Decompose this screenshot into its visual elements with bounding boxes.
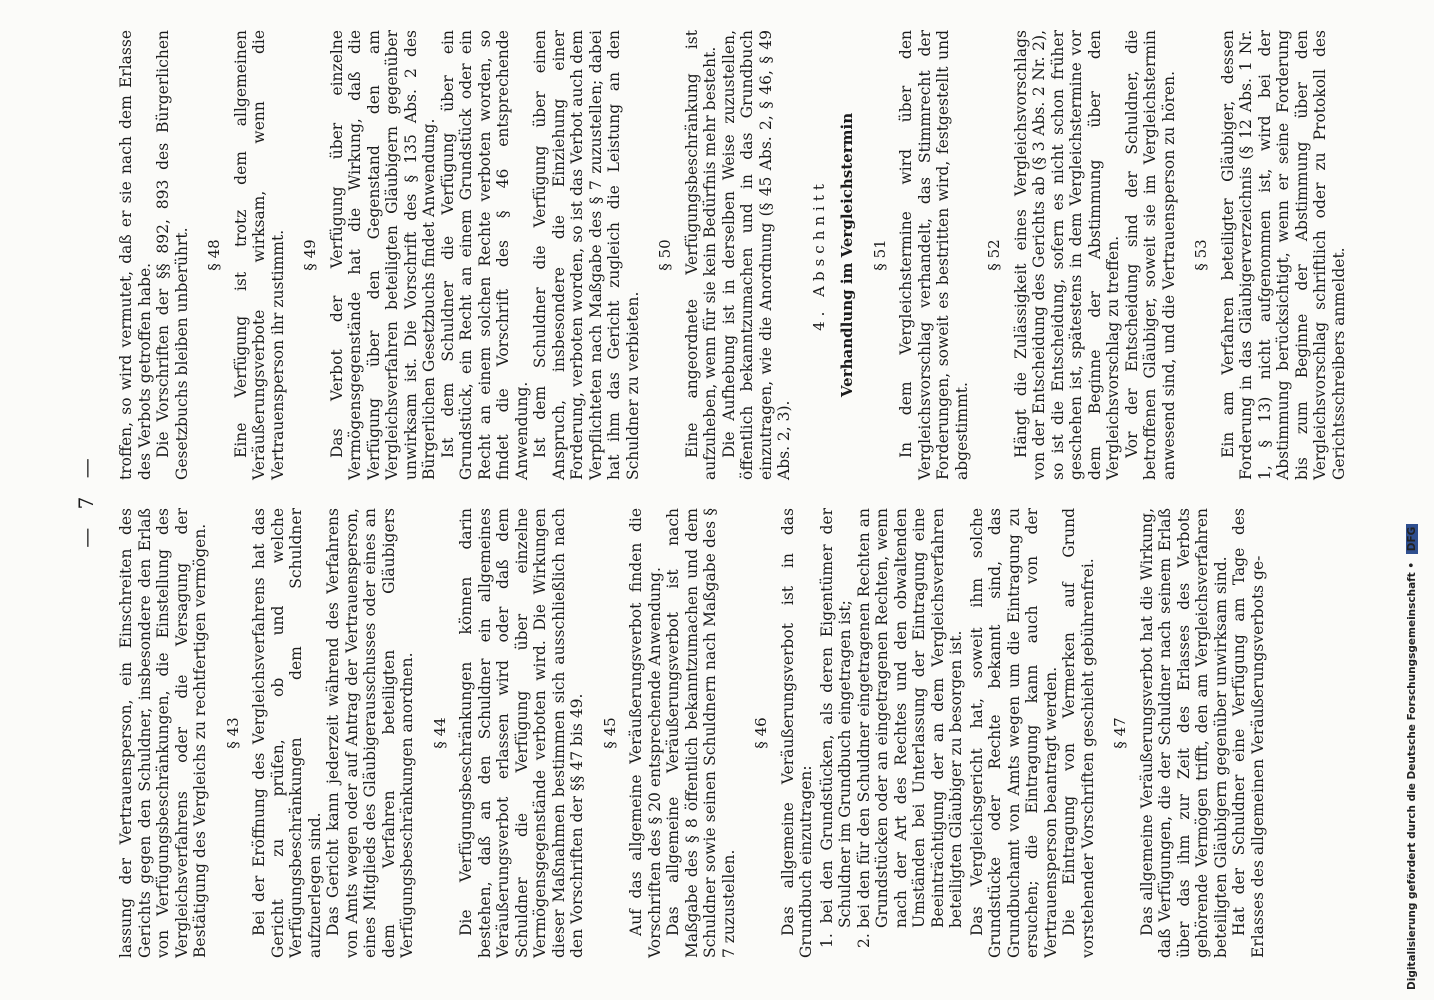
paragraph: Das allgemeine Veräußerungsverbot hat die Wirkung, daß Verfügungen, die der Schuldner nach seinem Erlaß über das ihm zur Zeit des Erlasses des Verbots gehörende Vermögen trifft, den am Vergleichsverfahren beteiligten Gläubigern gegenüber unwirksam sind. <box>1137 508 1230 958</box>
paragraph: Eine angeordnete Verfügungsbeschränkung ist aufzuheben, wenn für sie kein Bedürfnis mehr besteht. <box>682 30 719 480</box>
paragraph: Auf das allgemeine Veräußerungsverbot finden die Vorschriften des § 20 entsprechende Anwendung. <box>627 508 664 958</box>
left-column <box>117 508 1267 958</box>
list-item: 1. bei den Grundstücken, als deren Eigentümer der Schuldner im Grundbuch eingetragen ist; <box>817 508 854 948</box>
section-heading: § 49 <box>301 239 319 271</box>
section-heading: § 48 <box>205 239 223 271</box>
paragraph: Das allgemeine Veräußerungsverbot ist in das Grundbuch einzutragen: <box>778 508 815 958</box>
paragraph: Bei der Eröffnung des Vergleichsverfahrens hat das Gericht zu prüfen, ob und welche Verfügungsbeschränkungen dem Schuldner aufzuerlegen sind. <box>250 508 324 958</box>
section-heading: § 50 <box>656 239 674 271</box>
section-heading: § 53 <box>1192 239 1210 271</box>
section-heading: § 47 <box>1111 717 1129 749</box>
paragraph: Ist dem Schuldner die Verfügung über einen Anspruch, insbesondere die Einziehung einer Forderung, verboten worden, so ist das Verbot auch dem Verpflichteten nach Maßgabe des § 7 zuzustellen; dabei hat ihm das Gericht zugleich die Leistung an den Schuldner zu verbieten. <box>531 30 642 480</box>
dfg-logo: DFG <box>1406 524 1418 555</box>
section-heading: § 52 <box>985 239 1003 271</box>
section-heading: § 45 <box>600 717 619 749</box>
paragraph: lassung der Vertrauensperson, ein Einschreiten des Gerichts gegen den Schuldner, insbesondere den Erlaß von Verfügungsbeschränkungen, die Einstellung des Vergleichsverfahrens oder die Versagung der Bestätigung des Vergleichs zu rechtfertigen vermögen. <box>117 508 209 958</box>
paragraph: troffen, so wird vermutet, daß er sie nach dem Erlasse des Verbots getroffen habe. <box>117 30 154 480</box>
paragraph: Eine Verfügung ist trotz dem allgemeinen Veräußerungsverbote wirksam, wenn die Vertrauensperson ihr zustimmt. <box>231 30 287 480</box>
paragraph: In dem Vergleichstermine wird über den Vergleichsvorschlag verhandelt, das Stimmrecht der Forderungen, soweit es bestritten wird, festgestellt und abgestimmt. <box>897 30 971 480</box>
list-item: 2. bei den für den Schuldner eingetragenen Rechten an Grundstücken oder an eingetragenen Rechten, wenn nach der Art des Rechtes und den obwaltenden Umständen bei Unterlassung der Eintragung eine Beeinträchtigung der an dem Vergleichsverfahren beteiligten Gläubiger zu besorgen ist. <box>854 508 965 948</box>
credit-text: Digitalisierung gefördert durch die Deutsche Forschungsgemeinschaft • <box>1406 561 1418 990</box>
paragraph: Hat der Schuldner eine Verfügung am Tage des Erlasses des allgemeinen Veräußerungsverbots ge- <box>1230 508 1267 958</box>
section-heading: § 51 <box>870 239 889 271</box>
paragraph: Das allgemeine Veräußerungsverbot ist nach Maßgabe des § 8 öffentlich bekanntzumachen und dem Schuldner sowie seinen Schuldnern nach Maßgabe des § 7 zuzustellen. <box>664 508 738 958</box>
paragraph: Das Verbot der Verfügung über einzelne Vermögensgegenstände hat die Wirkung, daß die Verfügung über den Gegenstand den am Vergleichsverfahren beteiligten Gläubigern gegenüber unwirksam ist. Die Vorschrift des § 135 Abs. 2 des Bürgerlichen Gesetzbuchs findet Anwendung. <box>327 30 438 480</box>
paragraph: Vor der Entscheidung sind der Schuldner, die betroffenen Gläubiger, soweit sie im Vergleichstermin anwesend sind, und die Vertrauensperson zu hören. <box>1122 30 1178 480</box>
paragraph: Hängt die Zulässigkeit eines Vergleichsvorschlags von der Entscheidung des Gerichts ab (§ 3 Abs. 2 Nr. 2), so ist die Entscheidung, sofern es nicht schon früher geschehen ist, spätestens in dem Vergleichstermine vor dem Beginne der Abstimmung über den Vergleichsvorschlag zu treffen. <box>1011 30 1122 480</box>
rotated-page <box>62 0 1402 1000</box>
digitization-credit <box>1406 10 1430 990</box>
paragraph: Die Verfügungsbeschränkungen können darin bestehen, daß an den Schuldner ein allgemeines Veräußerungsverbot erlassen wird oder daß dem Schuldner die Verfügung über einzelne Vermögensgegenstände verboten wird. Die Wirkungen dieser Maßnahmen bestimmen sich ausschließlich nach den Vorschriften der §§ 47 bis 49. <box>457 508 586 958</box>
page-number: — 7 — <box>74 452 98 548</box>
paragraph: Die Vorschriften der §§ 892, 893 des Bürgerlichen Gesetzbuchs bleiben unberührt. <box>154 30 191 480</box>
paragraph: Die Aufhebung ist in derselben Weise zuzustellen, öffentlich bekanntzumachen und in das Grundbuch einzutragen, wie die Anordnung (§ 45 Abs. 2, § 46, § 49 Abs. 2, 3). <box>719 30 793 480</box>
paragraph: Ein am Verfahren beteiligter Gläubiger, dessen Forderung in das Gläubigerverzeichnis (§ 12 Abs. 1 Nr. 1, § 13) nicht aufgenommen ist, wird bei der Abstimmung berücksichtigt, wenn er seine Forderung bis zum Beginne der Abstimmung über den Vergleichsvorschlag schriftlich oder zu Protokoll des Gerichtsschreibers anmeldet. <box>1218 30 1348 480</box>
paragraph: Die Eintragung von Vermerken auf Grund vorstehender Vorschriften geschieht gebührenfrei. <box>1060 508 1097 958</box>
enumeration <box>818 508 966 958</box>
section-heading: § 44 <box>430 717 449 749</box>
chapter-title: Verhandlung im Vergleichstermin <box>838 112 856 398</box>
paragraph: Ist dem Schuldner die Verfügung über ein Grundstück, ein Recht an einem Grundstück oder ein Recht an einem solchen Rechte verboten worden, so findet die Vorschrift des § 46 entsprechende Anwendung. <box>438 30 531 480</box>
right-column <box>117 30 1348 480</box>
paragraph: Das Gericht kann jederzeit während des Verfahrens von Amts wegen oder auf Antrag der Vertrauensperson, eines Mitglieds des Gläubigerausschusses oder eines an dem Verfahren beteiligten Gläubigers Verfügungsbeschränkungen anordnen. <box>324 508 416 958</box>
section-heading: § 43 <box>223 717 242 749</box>
chapter-heading: 4. Abschnitt <box>809 179 828 331</box>
paragraph: Das Vergleichsgericht hat, soweit ihm solche Grundstücke oder Rechte bekannt sind, das Grundbuchamt von Amts wegen um die Eintragung zu ersuchen; die Eintragung kann auch von der Vertrauensperson beantragt werden. <box>967 508 1060 958</box>
section-heading: § 46 <box>752 717 770 749</box>
